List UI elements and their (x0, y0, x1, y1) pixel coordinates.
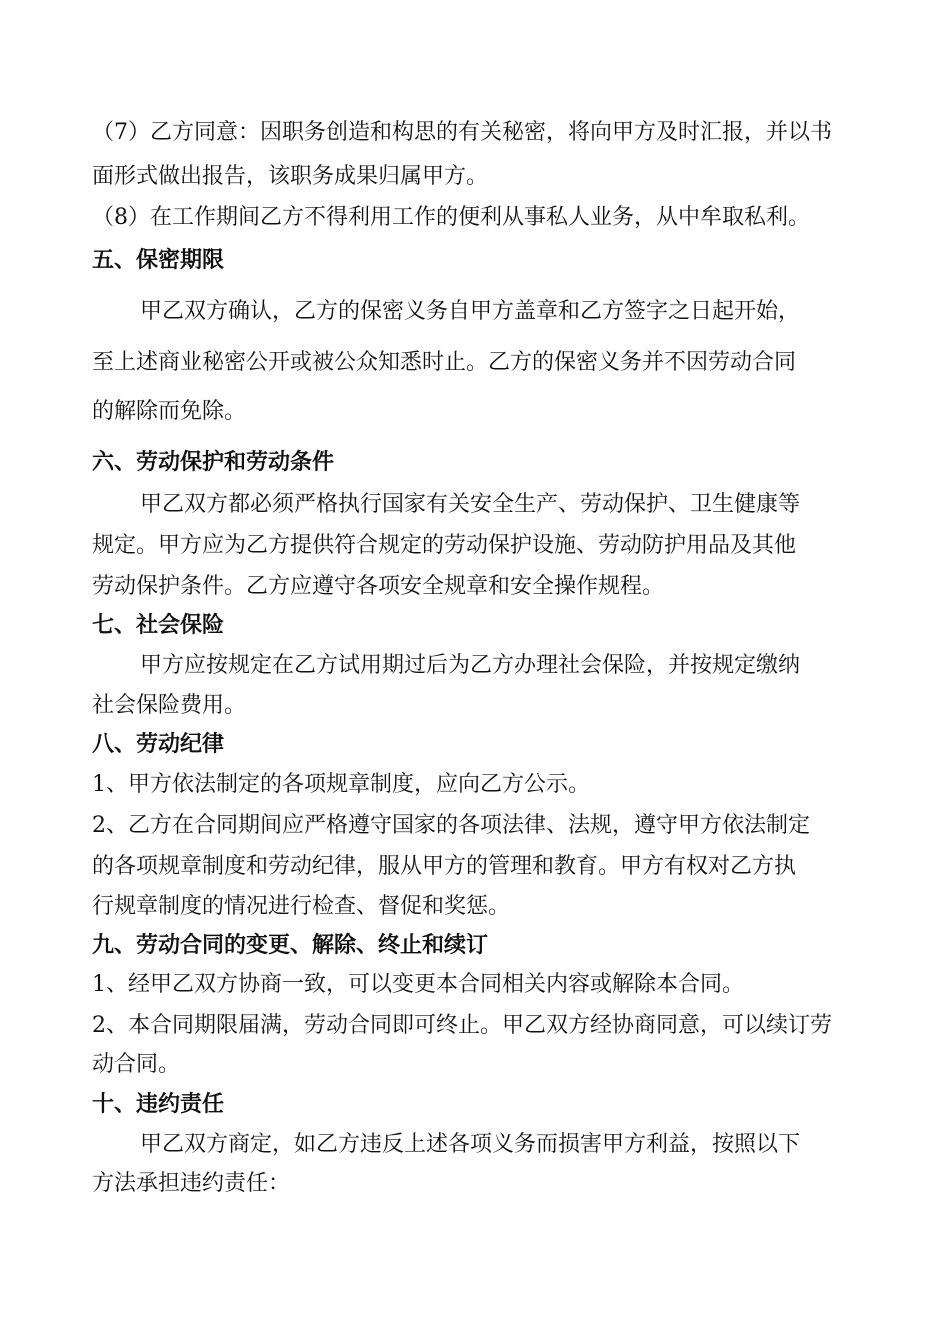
section-8-item-2-line-3: 行规章制度的情况进行检查、督促和奖惩。 (92, 894, 511, 919)
section-5-line-1: 甲乙双方确认，乙方的保密义务自甲方盖章和乙方签字之日起开始， (140, 299, 801, 324)
section-7-line-2: 社会保险费用。 (92, 693, 247, 718)
section-8-item-2-line-2: 的各项规章制度和劳动纪律，服从甲方的管理和教育。甲方有权对乙方执 (92, 854, 797, 879)
section-6-line-2: 规定。甲方应为乙方提供符合规定的劳动保护设施、劳动防护用品及其他 (92, 533, 797, 558)
clause-7-line-1: （7）乙方同意：因职务创造和构思的有关秘密，将向甲方及时汇报，并以书 (92, 120, 832, 145)
section-6-line-3: 劳动保护条件。乙方应遵守各项安全规章和安全操作规程。 (92, 574, 665, 599)
section-10-heading: 十、违约责任 (92, 1092, 225, 1117)
section-5-line-3: 的解除而免除。 (92, 399, 247, 424)
section-6-heading: 六、劳动保护和劳动条件 (92, 450, 335, 475)
section-7-line-1: 甲方应按规定在乙方试用期过后为乙方办理社会保险，并按规定缴纳 (140, 653, 801, 678)
section-10-line-1: 甲乙双方商定，如乙方违反上述各项义务而损害甲方利益，按照以下 (140, 1132, 801, 1157)
section-8-item-1: 1、甲方依法制定的各项规章制度，应向乙方公示。 (92, 772, 590, 797)
section-5-heading: 五、保密期限 (92, 248, 225, 273)
section-5-line-2: 至上述商业秘密公开或被公众知悉时止。乙方的保密义务并不因劳动合同 (92, 350, 797, 375)
section-7-heading: 七、社会保险 (92, 613, 225, 638)
section-9-item-2-line-1: 2、本合同期限届满，劳动合同即可终止。甲乙双方经协商同意，可以续订劳 (92, 1013, 832, 1038)
section-8-heading: 八、劳动纪律 (92, 732, 225, 757)
section-9-item-1: 1、经甲乙双方协商一致，可以变更本合同相关内容或解除本合同。 (92, 972, 744, 997)
clause-8-line: （8）在工作期间乙方不得利用工作的便利从事私人业务，从中牟取私利。 (92, 205, 810, 230)
section-6-line-1: 甲乙双方都必须严格执行国家有关安全生产、劳动保护、卫生健康等 (140, 492, 801, 517)
section-9-item-2-line-2: 动合同。 (92, 1052, 181, 1077)
clause-7-line-2: 面形式做出报告，该职务成果归属甲方。 (92, 164, 489, 189)
section-8-item-2-line-1: 2、乙方在合同期间应严格遵守国家的各项法律、法规，遵守甲方依法制定 (92, 813, 810, 838)
section-9-heading: 九、劳动合同的变更、解除、终止和续订 (92, 933, 489, 958)
section-10-line-2: 方法承担违约责任： (92, 1171, 291, 1196)
